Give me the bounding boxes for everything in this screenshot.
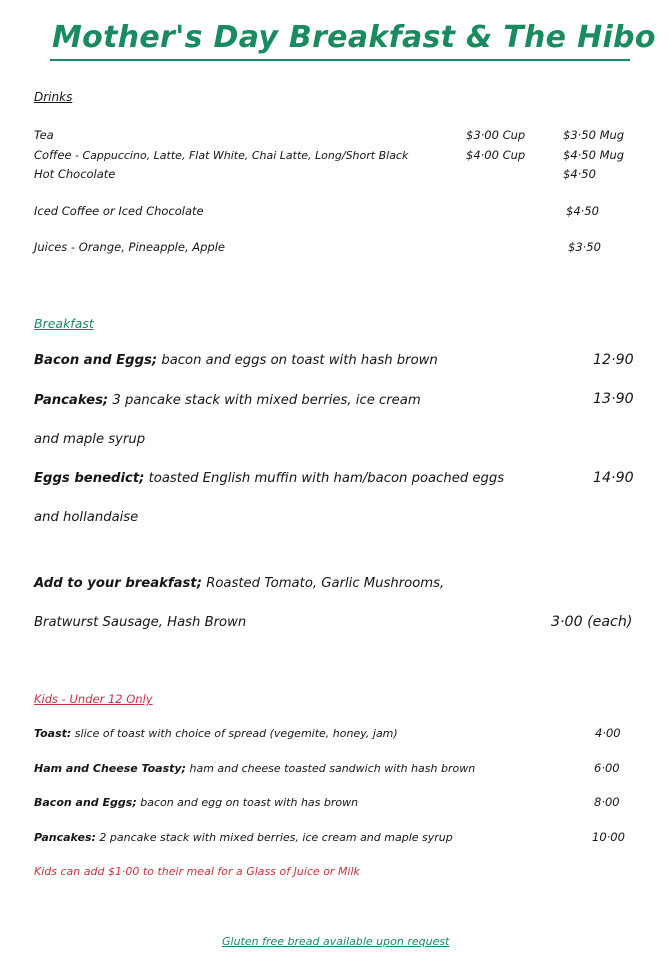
kids-heading: Kids - Under 12 Only [34,692,153,706]
drink-name: Iced Coffee or Iced Chocolate [34,204,204,218]
drink-item-tea [34,128,54,142]
item-name: Toast: [34,727,72,740]
drink-price-mug: $4·50 Mug [563,148,625,162]
drink-item-juices [34,240,225,254]
item-desc: 3 pancake stack with mixed berries, ice cream [108,393,421,408]
drink-name: Coffee [34,148,72,162]
drink-name: Tea [34,128,54,142]
item-name: Eggs benedict; [34,471,145,486]
drink-price: $4·50 [566,204,599,218]
drink-price: $4·50 [563,167,596,181]
item-desc: 2 pancake stack with mixed berries, ice cream and maple syrup [95,831,453,844]
addon-price: 3·00 (each) [551,614,633,630]
breakfast-item-pancakes [34,393,421,408]
drink-name: Hot Chocolate [34,167,116,181]
drinks-heading: Drinks [34,90,73,104]
item-desc-continued: and hollandaise [34,510,139,525]
drink-item-iced [34,204,204,218]
kids-note: Kids can add $1·00 to their meal for a Glass of Juice or Milk [34,865,360,878]
kids-item-toast [34,727,398,740]
item-name: Pancakes: [34,831,96,844]
item-name: Pancakes; [34,393,109,408]
drink-desc: - Cappuccino, Latte, Flat White, Chai Latte, Long/Short Black [71,149,409,162]
item-price: 12·90 [593,352,634,368]
drink-item-coffee [34,148,408,162]
item-desc: ham and cheese toasted sandwich with hash brown [185,762,476,775]
drink-price-cup: $3·00 Cup [466,128,526,142]
kids-item-toasty [34,762,475,775]
item-price: 13·90 [593,391,634,407]
item-desc: slice of toast with choice of spread (vegemite, honey, jam) [71,727,398,740]
addon-desc: Roasted Tomato, Garlic Mushrooms, [202,576,445,591]
title-underline [50,59,630,61]
item-desc: toasted English muffin with ham/bacon poached eggs [144,471,505,486]
item-desc-continued: and maple syrup [34,432,146,447]
item-price: 4·00 [595,726,621,740]
kids-item-pancakes [34,831,453,844]
addon-name: Add to your breakfast; [34,576,202,591]
drink-desc: - Orange, Pineapple, Apple [67,240,225,254]
drink-item-hot-chocolate [34,167,115,181]
item-price: 6·00 [594,761,620,775]
kids-item-bacon-eggs [34,796,358,809]
drink-price-mug: $3·50 Mug [563,128,625,142]
addon-desc-continued: Bratwurst Sausage, Hash Brown [34,615,247,630]
item-desc: bacon and egg on toast with has brown [136,796,359,809]
item-price: 10·00 [592,830,625,844]
breakfast-item-eggs-benedict [34,471,504,486]
breakfast-heading: Breakfast [34,316,94,331]
breakfast-item-bacon-eggs [34,353,438,368]
drink-price-cup: $4·00 Cup [466,148,526,162]
page-title: Mother's Day Breakfast & The Hibo [52,20,656,55]
item-name: Bacon and Eggs; [34,353,158,368]
item-desc: bacon and eggs on toast with hash brown [157,353,438,368]
item-price: 14·90 [593,470,634,486]
breakfast-addon [34,576,444,591]
item-price: 8·00 [594,795,620,809]
drink-name: Juices [34,240,68,254]
item-name: Ham and Cheese Toasty; [34,762,186,775]
footer-note: Gluten free bread available upon request [222,935,450,948]
drink-price: $3·50 [568,240,601,254]
item-name: Bacon and Eggs; [34,796,137,809]
